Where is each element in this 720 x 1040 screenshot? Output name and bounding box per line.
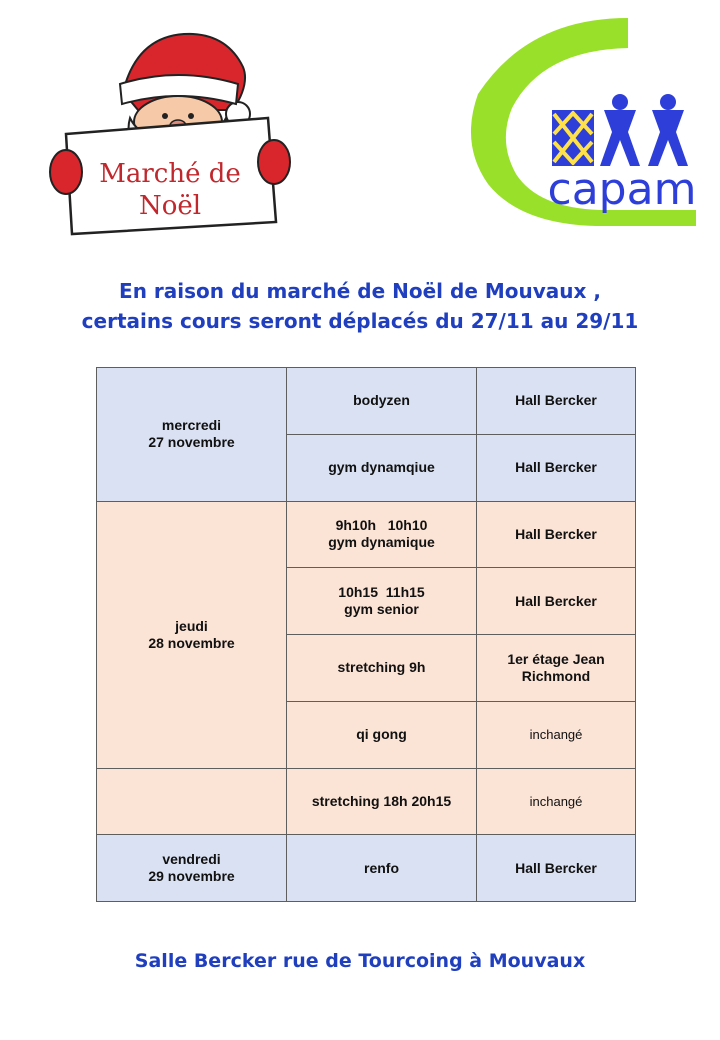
santa-claus-icon	[28, 22, 298, 244]
table-row	[97, 835, 636, 902]
course-cell: 9h10h 10h10 gym dynamique	[287, 501, 477, 568]
location-cell: Hall Bercker	[477, 835, 636, 902]
course-cell: bodyzen	[287, 368, 477, 435]
course-cell: qi gong	[287, 701, 477, 768]
location-cell: inchangé	[477, 701, 636, 768]
capam-logo-icon	[468, 14, 700, 230]
location-cell: 1er étage Jean Richmond	[477, 635, 636, 702]
day-cell: jeudi 28 novembre	[97, 501, 287, 768]
location-cell: Hall Bercker	[477, 568, 636, 635]
course-cell: stretching 18h 20h15	[287, 768, 477, 835]
day-cell: vendredi 29 novembre	[97, 835, 287, 902]
course-cell: gym dynamqiue	[287, 434, 477, 501]
heading-line2: certains cours seront déplacés du 27/11 au 29/11	[81, 309, 639, 333]
empty-day-cell	[97, 768, 287, 835]
page-heading	[0, 276, 720, 336]
santa-sign-line2: Noël	[138, 191, 202, 221]
course-cell: 10h15 11h15 gym senior	[287, 568, 477, 635]
table-row	[97, 501, 636, 568]
course-cell: stretching 9h	[287, 635, 477, 702]
location-cell: Hall Bercker	[477, 368, 636, 435]
location-cell: Hall Bercker	[477, 434, 636, 501]
santa-sign-line1: Marché de	[99, 159, 241, 189]
location-cell: inchangé	[477, 768, 636, 835]
footer-address: Salle Bercker rue de Tourcoing à Mouvaux	[134, 950, 586, 972]
table-row	[97, 368, 636, 435]
heading-line1: En raison du marché de Noël de Mouvaux ,	[119, 279, 601, 303]
table-row	[97, 768, 636, 835]
day-cell: mercredi 27 novembre	[97, 368, 287, 502]
capam-text: capam	[547, 164, 697, 215]
course-cell: renfo	[287, 835, 477, 902]
schedule-table	[96, 367, 636, 902]
location-cell: Hall Bercker	[477, 501, 636, 568]
